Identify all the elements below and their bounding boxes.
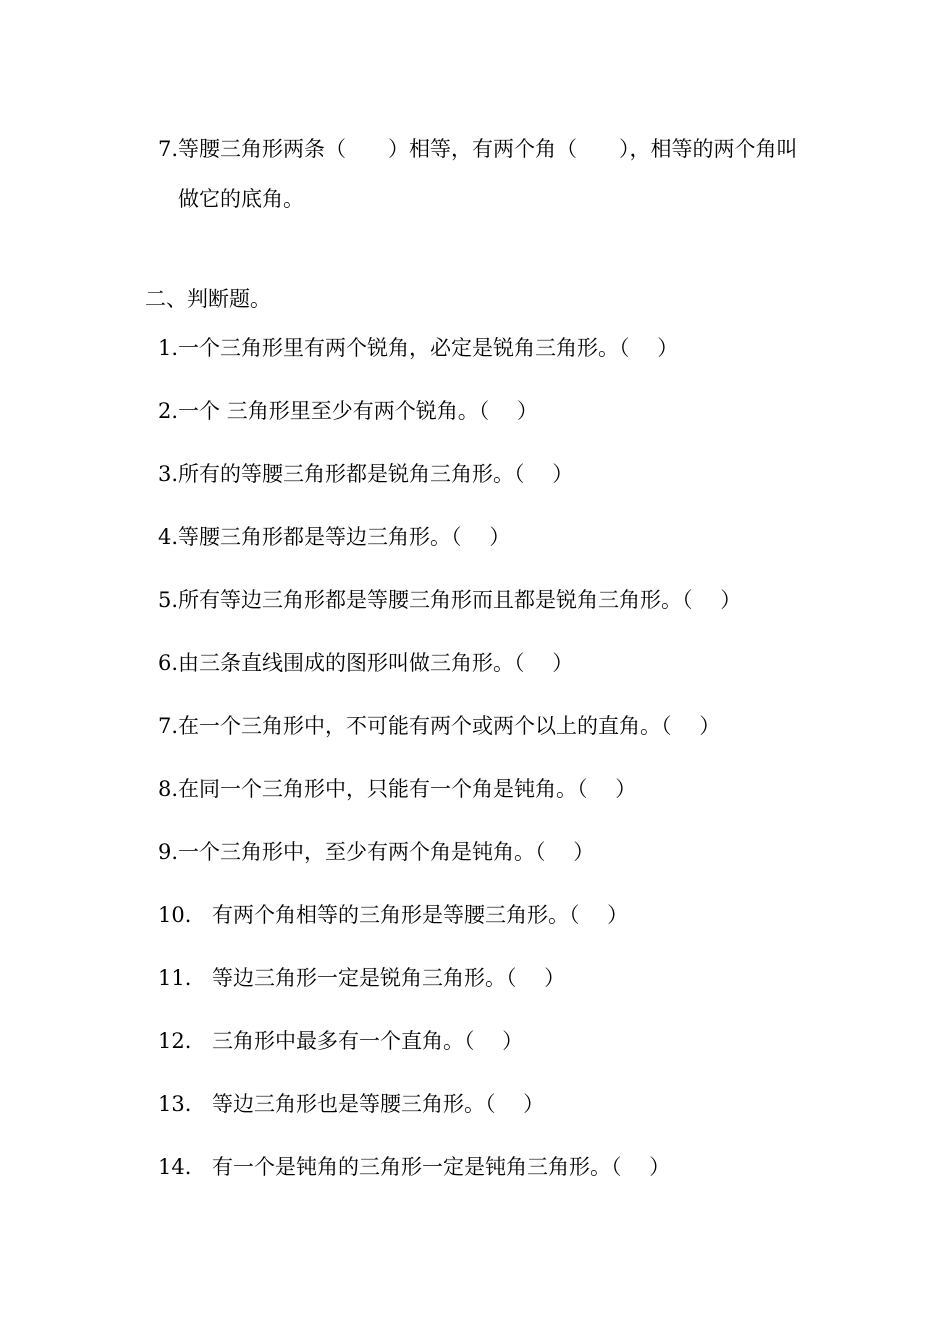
judgment-item [158, 1089, 544, 1119]
item-text: 有一个是钝角的三角形一定是钝角三角形。（ ） [212, 1155, 671, 1179]
judgment-item [158, 585, 741, 615]
item-text: 在一个三角形中，不可能有两个或两个以上的直角。（ ） [178, 714, 721, 738]
section-title-text: 二、判断题。 [145, 287, 271, 311]
item-text: 在同一个三角形中，只能有一个角是钝角。（ ） [178, 777, 637, 801]
item-number: 10. [158, 903, 192, 927]
item-text: 一个三角形里有两个锐角，必定是锐角三角形。（ ） [178, 336, 679, 360]
judgment-item [158, 333, 678, 363]
item-number: 12. [158, 1029, 192, 1053]
judgment-item [158, 1026, 523, 1056]
item-text: 等腰三角形都是等边三角形。（ ） [178, 525, 511, 549]
judgment-item [158, 459, 573, 489]
item-text: 等边三角形也是等腰三角形。（ ） [212, 1092, 545, 1116]
item-text: 所有等边三角形都是等腰三角形而且都是锐角三角形。（ ） [178, 588, 742, 612]
question-number: 7. [158, 137, 179, 161]
item-number: 13. [158, 1092, 192, 1116]
question-text: 等腰三角形两条（ ）相等，有两个角（ ），相等的两个角叫 [178, 137, 798, 161]
fill-blank-question-7-continued [178, 184, 304, 214]
item-text: 由三条直线围成的图形叫做三角形。（ ） [178, 651, 574, 675]
question-text-continued: 做它的底角。 [178, 187, 304, 211]
judgment-item [158, 396, 538, 426]
item-number: 4. [158, 525, 179, 549]
item-number: 3. [158, 462, 179, 486]
item-number: 8. [158, 777, 179, 801]
item-text: 一个三角形中，至少有两个角是钝角。（ ） [178, 840, 595, 864]
item-number: 5. [158, 588, 179, 612]
judgment-item [158, 1152, 670, 1182]
judgment-item [158, 648, 573, 678]
judgment-item [158, 837, 594, 867]
fill-blank-question-7 [158, 134, 798, 164]
judgment-item [158, 900, 628, 930]
item-number: 1. [158, 336, 179, 360]
item-number: 6. [158, 651, 179, 675]
item-number: 9. [158, 840, 179, 864]
section-title [145, 284, 271, 314]
item-text: 有两个角相等的三角形是等腰三角形。（ ） [212, 903, 629, 927]
judgment-item [158, 774, 636, 804]
item-number: 7. [158, 714, 179, 738]
item-text: 等边三角形一定是锐角三角形。（ ） [212, 966, 566, 990]
item-text: 三角形中最多有一个直角。（ ） [212, 1029, 524, 1053]
judgment-item [158, 711, 720, 741]
item-number: 14. [158, 1155, 192, 1179]
item-number: 11. [158, 966, 192, 990]
judgment-item [158, 522, 510, 552]
item-text: 一个 三角形里至少有两个锐角。（ ） [178, 399, 538, 423]
item-text: 所有的等腰三角形都是锐角三角形。（ ） [178, 462, 574, 486]
judgment-item [158, 963, 565, 993]
item-number: 2. [158, 399, 179, 423]
